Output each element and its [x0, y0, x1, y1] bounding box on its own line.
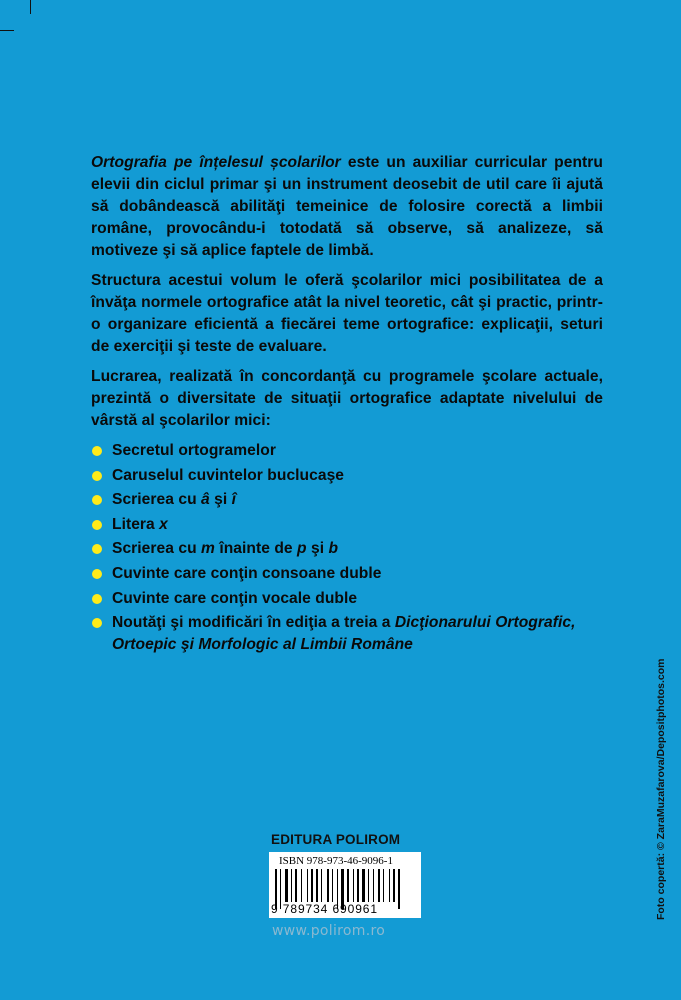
barcode-bar	[373, 869, 374, 902]
barcode-bar	[378, 869, 380, 902]
barcode-bar	[311, 869, 313, 902]
barcode-bar	[389, 869, 390, 902]
list-item: Caruselul cuvintelor buclucaşe	[91, 465, 603, 487]
barcode-bar	[321, 869, 322, 902]
book-title: Ortografia pe înțelesul școlarilor	[91, 154, 341, 171]
list-item: Litera x	[91, 514, 603, 536]
paragraph-1	[91, 152, 603, 262]
photo-credit: Foto copertă: © ZaraMuzafarova/Depositphotos.com	[655, 658, 667, 920]
barcode-bar	[353, 869, 354, 902]
back-cover-text	[91, 152, 603, 659]
paragraph-3-text: Lucrarea, realizată în concordanţă cu programele şcolare actuale, prezintă o diversitate de situaţii ortografice adaptate nivelului de vârstă al şcolarilor mici:	[91, 368, 603, 429]
paragraph-2	[91, 270, 603, 358]
barcode-bar	[398, 869, 400, 909]
bullet-dot-icon	[92, 520, 102, 530]
barcode	[269, 852, 421, 918]
bullet-dot-icon	[92, 471, 102, 481]
list-item: Noutăţi şi modificări în ediţia a treia a Dicţionarului Ortografic, Ortoepic şi Morfologic al Limbii Române	[91, 612, 603, 656]
barcode-bar	[383, 869, 384, 902]
trim-mark-top-left	[0, 30, 14, 31]
bullet-dot-icon	[92, 618, 102, 628]
list-item: Secretul ortogramelor	[91, 440, 603, 462]
bullet-dot-icon	[92, 446, 102, 456]
barcode-bar	[285, 869, 288, 902]
barcode-bar	[362, 869, 365, 902]
bullet-dot-icon	[92, 594, 102, 604]
isbn-text: ISBN 978-973-46-9096-1	[279, 855, 393, 867]
barcode-bar	[307, 869, 308, 902]
paragraph-1-text: este un auxiliar curricular pentru elevii din ciclul primar şi un instrument deosebit de util care îi ajută să dobândească abilităţi temeinice de folosire corectă a limbii române, provocându-i totodată să observe, să analizeze, să motiveze şi să aplice faptele de limbă.	[91, 154, 603, 259]
barcode-bar	[332, 869, 333, 902]
list-item: Cuvinte care conţin vocale duble	[91, 588, 603, 610]
list-item: Scrierea cu m înainte de p şi b	[91, 538, 603, 560]
barcode-bar	[327, 869, 329, 902]
barcode-bar	[368, 869, 369, 902]
bullet-dot-icon	[92, 495, 102, 505]
barcode-bar	[357, 869, 359, 902]
topic-list	[91, 440, 603, 656]
bullet-dot-icon	[92, 544, 102, 554]
barcode-bar	[291, 869, 292, 902]
trim-mark-top-left-vertical	[30, 0, 31, 14]
publisher-name: EDITURA POLIROM	[271, 832, 401, 847]
barcode-bar	[316, 869, 318, 902]
barcode-digits: 9 789734 690961	[271, 902, 378, 916]
website-url: www.polirom.ro	[272, 923, 386, 939]
barcode-bar	[393, 869, 395, 902]
barcode-bar	[295, 869, 297, 902]
bullet-dot-icon	[92, 569, 102, 579]
paragraph-2-text: Structura acestui volum le oferă şcolarilor mici posibilitatea de a învăţa normele ortografice atât la nivel teoretic, cât şi practic, printr-o organizare eficientă a fiecărei teme ortografice: explicaţii, seturi de exerciţii şi teste de evaluare.	[91, 272, 603, 355]
paragraph-3	[91, 366, 603, 432]
list-item: Cuvinte care conţin consoane duble	[91, 563, 603, 585]
barcode-bar	[301, 869, 302, 902]
list-item: Scrierea cu â şi î	[91, 489, 603, 511]
barcode-bar	[347, 869, 349, 902]
